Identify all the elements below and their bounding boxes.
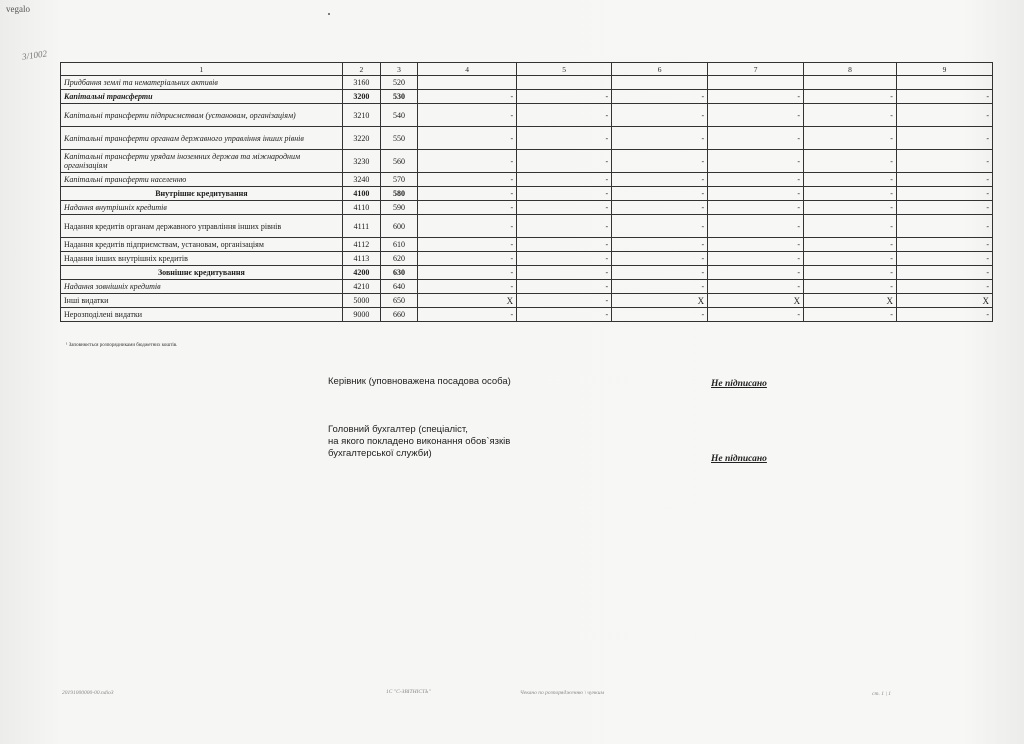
row-code: 620 bbox=[380, 252, 417, 266]
value-cell-col9: - bbox=[896, 252, 992, 266]
value-cell-col7: - bbox=[708, 90, 804, 104]
value-cell-col5: - bbox=[517, 215, 612, 238]
footer-file-id: 20191000000-00.ndio3 bbox=[62, 690, 114, 696]
head-signature-status: Не підписано bbox=[711, 379, 767, 389]
table-row bbox=[61, 215, 993, 238]
accountant-signature-label bbox=[328, 424, 510, 460]
value-cell-col4: - bbox=[418, 252, 517, 266]
table-row bbox=[61, 294, 993, 308]
row-name: Надання кредитів підприємствам, установам, організаціям bbox=[61, 238, 343, 252]
accountant-label-line3: бухгалтерської служби) bbox=[328, 448, 432, 459]
value-cell-col9: - bbox=[896, 150, 992, 173]
accountant-signature-status: Не підписано bbox=[711, 454, 767, 464]
row-code: 530 bbox=[380, 90, 417, 104]
economic-code: 4111 bbox=[342, 215, 380, 238]
column-number-9: 9 bbox=[896, 63, 992, 76]
table-row bbox=[61, 238, 993, 252]
head-signature-label: Керівник (уповноважена посадова особа) bbox=[328, 376, 511, 387]
value-cell-col4: - bbox=[418, 150, 517, 173]
row-name: Зовнішнє кредитування bbox=[61, 266, 343, 280]
value-cell-col4 bbox=[418, 76, 517, 90]
row-name: Капітальні трансферти органам державного управління інших рівнів bbox=[61, 127, 343, 150]
corner-mark: vegalo bbox=[6, 4, 30, 14]
row-code: 640 bbox=[380, 280, 417, 294]
scan-dot bbox=[328, 13, 330, 15]
table-row bbox=[61, 187, 993, 201]
accountant-label-line2: на якого покладено виконання обов`язків bbox=[328, 436, 511, 447]
value-cell-col8: - bbox=[804, 308, 897, 322]
value-cell-col9: - bbox=[896, 308, 992, 322]
row-name: Внутрішнє кредитування bbox=[61, 187, 343, 201]
value-cell-col9: X bbox=[896, 294, 992, 308]
value-cell-col8: - bbox=[804, 173, 897, 187]
value-cell-col4: - bbox=[418, 104, 517, 127]
value-cell-col5: - bbox=[517, 308, 612, 322]
economic-code: 3220 bbox=[342, 127, 380, 150]
row-name: Капітальні трансферти населенню bbox=[61, 173, 343, 187]
accountant-label-line1: Головний бухгалтер (спеціаліст, bbox=[328, 424, 468, 435]
column-number-2: 2 bbox=[342, 63, 380, 76]
value-cell-col7: - bbox=[708, 201, 804, 215]
row-name: Надання внутрішніх кредитів bbox=[61, 201, 343, 215]
value-cell-col6: - bbox=[612, 201, 708, 215]
value-cell-col7: - bbox=[708, 238, 804, 252]
value-cell-col9: - bbox=[896, 90, 992, 104]
value-cell-col8: - bbox=[804, 280, 897, 294]
value-cell-col6: - bbox=[612, 238, 708, 252]
value-cell-col4: - bbox=[418, 201, 517, 215]
column-number-1: 1 bbox=[61, 63, 343, 76]
table-row bbox=[61, 173, 993, 187]
footnote: ¹ Заповнюється розпорядниками бюджетних коштів. bbox=[66, 343, 178, 348]
value-cell-col9: - bbox=[896, 127, 992, 150]
row-code: 610 bbox=[380, 238, 417, 252]
row-name: Капітальні трансферти підприємствам (установам, організаціям) bbox=[61, 104, 343, 127]
economic-code: 4112 bbox=[342, 238, 380, 252]
value-cell-col6: X bbox=[612, 294, 708, 308]
value-cell-col8: - bbox=[804, 201, 897, 215]
value-cell-col6: - bbox=[612, 187, 708, 201]
table-row bbox=[61, 104, 993, 127]
value-cell-col4: - bbox=[418, 215, 517, 238]
row-code: 600 bbox=[380, 215, 417, 238]
value-cell-col4: - bbox=[418, 127, 517, 150]
economic-code: 4113 bbox=[342, 252, 380, 266]
value-cell-col7 bbox=[708, 76, 804, 90]
value-cell-col8: - bbox=[804, 104, 897, 127]
value-cell-col4: - bbox=[418, 238, 517, 252]
economic-code: 4200 bbox=[342, 266, 380, 280]
column-number-5: 5 bbox=[517, 63, 612, 76]
value-cell-col7: - bbox=[708, 280, 804, 294]
value-cell-col5: - bbox=[517, 90, 612, 104]
footer-note: Чекано по розпорядженню \ чунким bbox=[520, 690, 604, 696]
value-cell-col8: - bbox=[804, 150, 897, 173]
column-number-4: 4 bbox=[418, 63, 517, 76]
value-cell-col7: - bbox=[708, 104, 804, 127]
economic-code: 3200 bbox=[342, 90, 380, 104]
table-row bbox=[61, 127, 993, 150]
value-cell-col8: X bbox=[804, 294, 897, 308]
value-cell-col8: - bbox=[804, 252, 897, 266]
row-name: Надання інших внутрішніх кредитів bbox=[61, 252, 343, 266]
value-cell-col8: - bbox=[804, 127, 897, 150]
column-number-row bbox=[61, 63, 993, 76]
row-code: 520 bbox=[380, 76, 417, 90]
value-cell-col5: - bbox=[517, 104, 612, 127]
row-code: 660 bbox=[380, 308, 417, 322]
value-cell-col7: - bbox=[708, 187, 804, 201]
table-row bbox=[61, 252, 993, 266]
value-cell-col6: - bbox=[612, 173, 708, 187]
economic-code: 3210 bbox=[342, 104, 380, 127]
value-cell-col6: - bbox=[612, 280, 708, 294]
row-code: 590 bbox=[380, 201, 417, 215]
value-cell-col5: - bbox=[517, 173, 612, 187]
table-row bbox=[61, 76, 993, 90]
row-code: 630 bbox=[380, 266, 417, 280]
value-cell-col5: - bbox=[517, 127, 612, 150]
row-code: 570 bbox=[380, 173, 417, 187]
economic-code: 3240 bbox=[342, 173, 380, 187]
row-code: 580 bbox=[380, 187, 417, 201]
value-cell-col9: - bbox=[896, 187, 992, 201]
economic-code: 9000 bbox=[342, 308, 380, 322]
value-cell-col4: - bbox=[418, 308, 517, 322]
row-code: 540 bbox=[380, 104, 417, 127]
value-cell-col8: - bbox=[804, 238, 897, 252]
value-cell-col9: - bbox=[896, 266, 992, 280]
value-cell-col7: - bbox=[708, 173, 804, 187]
value-cell-col6: - bbox=[612, 252, 708, 266]
row-name: Придбання землі та нематеріальних активів bbox=[61, 76, 343, 90]
value-cell-col9: - bbox=[896, 238, 992, 252]
value-cell-col4: - bbox=[418, 280, 517, 294]
row-code: 650 bbox=[380, 294, 417, 308]
value-cell-col5: - bbox=[517, 150, 612, 173]
value-cell-col9: - bbox=[896, 280, 992, 294]
table-row bbox=[61, 308, 993, 322]
value-cell-col8 bbox=[804, 76, 897, 90]
value-cell-col7: - bbox=[708, 215, 804, 238]
table-row bbox=[61, 90, 993, 104]
value-cell-col5: - bbox=[517, 280, 612, 294]
table-row bbox=[61, 201, 993, 215]
value-cell-col9: - bbox=[896, 215, 992, 238]
value-cell-col4: X bbox=[418, 294, 517, 308]
table-row bbox=[61, 266, 993, 280]
value-cell-col5 bbox=[517, 76, 612, 90]
value-cell-col8: - bbox=[804, 187, 897, 201]
value-cell-col5: - bbox=[517, 294, 612, 308]
column-number-7: 7 bbox=[708, 63, 804, 76]
value-cell-col9: - bbox=[896, 201, 992, 215]
value-cell-col6: - bbox=[612, 266, 708, 280]
value-cell-col6: - bbox=[612, 104, 708, 127]
row-name: Нерозподілені видатки bbox=[61, 308, 343, 322]
value-cell-col8: - bbox=[804, 266, 897, 280]
value-cell-col5: - bbox=[517, 201, 612, 215]
column-number-8: 8 bbox=[804, 63, 897, 76]
value-cell-col7: - bbox=[708, 266, 804, 280]
value-cell-col7: - bbox=[708, 150, 804, 173]
table-row bbox=[61, 150, 993, 173]
value-cell-col7: X bbox=[708, 294, 804, 308]
economic-code: 4210 bbox=[342, 280, 380, 294]
value-cell-col6 bbox=[612, 76, 708, 90]
row-name: Інші видатки bbox=[61, 294, 343, 308]
value-cell-col6: - bbox=[612, 127, 708, 150]
value-cell-col8: - bbox=[804, 90, 897, 104]
value-cell-col7: - bbox=[708, 127, 804, 150]
economic-code: 3230 bbox=[342, 150, 380, 173]
margin-note: 3/1002 bbox=[21, 48, 48, 62]
value-cell-col9: - bbox=[896, 104, 992, 127]
footer-page-number: ст. 1 | 1 bbox=[872, 691, 891, 697]
economic-code: 3160 bbox=[342, 76, 380, 90]
value-cell-col6: - bbox=[612, 90, 708, 104]
row-name: Надання зовнішніх кредитів bbox=[61, 280, 343, 294]
table-row bbox=[61, 280, 993, 294]
table-body bbox=[61, 76, 993, 322]
economic-code: 4100 bbox=[342, 187, 380, 201]
economic-code: 4110 bbox=[342, 201, 380, 215]
value-cell-col6: - bbox=[612, 215, 708, 238]
row-code: 550 bbox=[380, 127, 417, 150]
value-cell-col9 bbox=[896, 76, 992, 90]
value-cell-col8: - bbox=[804, 215, 897, 238]
column-number-3: 3 bbox=[380, 63, 417, 76]
value-cell-col5: - bbox=[517, 187, 612, 201]
value-cell-col6: - bbox=[612, 150, 708, 173]
value-cell-col4: - bbox=[418, 266, 517, 280]
row-name: Капітальні трансферти bbox=[61, 90, 343, 104]
value-cell-col9: - bbox=[896, 173, 992, 187]
column-number-6: 6 bbox=[612, 63, 708, 76]
value-cell-col4: - bbox=[418, 187, 517, 201]
value-cell-col4: - bbox=[418, 90, 517, 104]
value-cell-col7: - bbox=[708, 308, 804, 322]
expenditure-table bbox=[60, 62, 993, 322]
row-name: Капітальні трансферти урядам іноземних держав та міжнародним організаціям bbox=[61, 150, 343, 173]
value-cell-col5: - bbox=[517, 266, 612, 280]
footer-software: 1С "С-ЗВІТНІСТЬ" bbox=[386, 689, 431, 695]
economic-code: 5000 bbox=[342, 294, 380, 308]
row-code: 560 bbox=[380, 150, 417, 173]
row-name: Надання кредитів органам державного управління інших рівнів bbox=[61, 215, 343, 238]
value-cell-col7: - bbox=[708, 252, 804, 266]
value-cell-col5: - bbox=[517, 238, 612, 252]
value-cell-col4: - bbox=[418, 173, 517, 187]
value-cell-col6: - bbox=[612, 308, 708, 322]
value-cell-col5: - bbox=[517, 252, 612, 266]
